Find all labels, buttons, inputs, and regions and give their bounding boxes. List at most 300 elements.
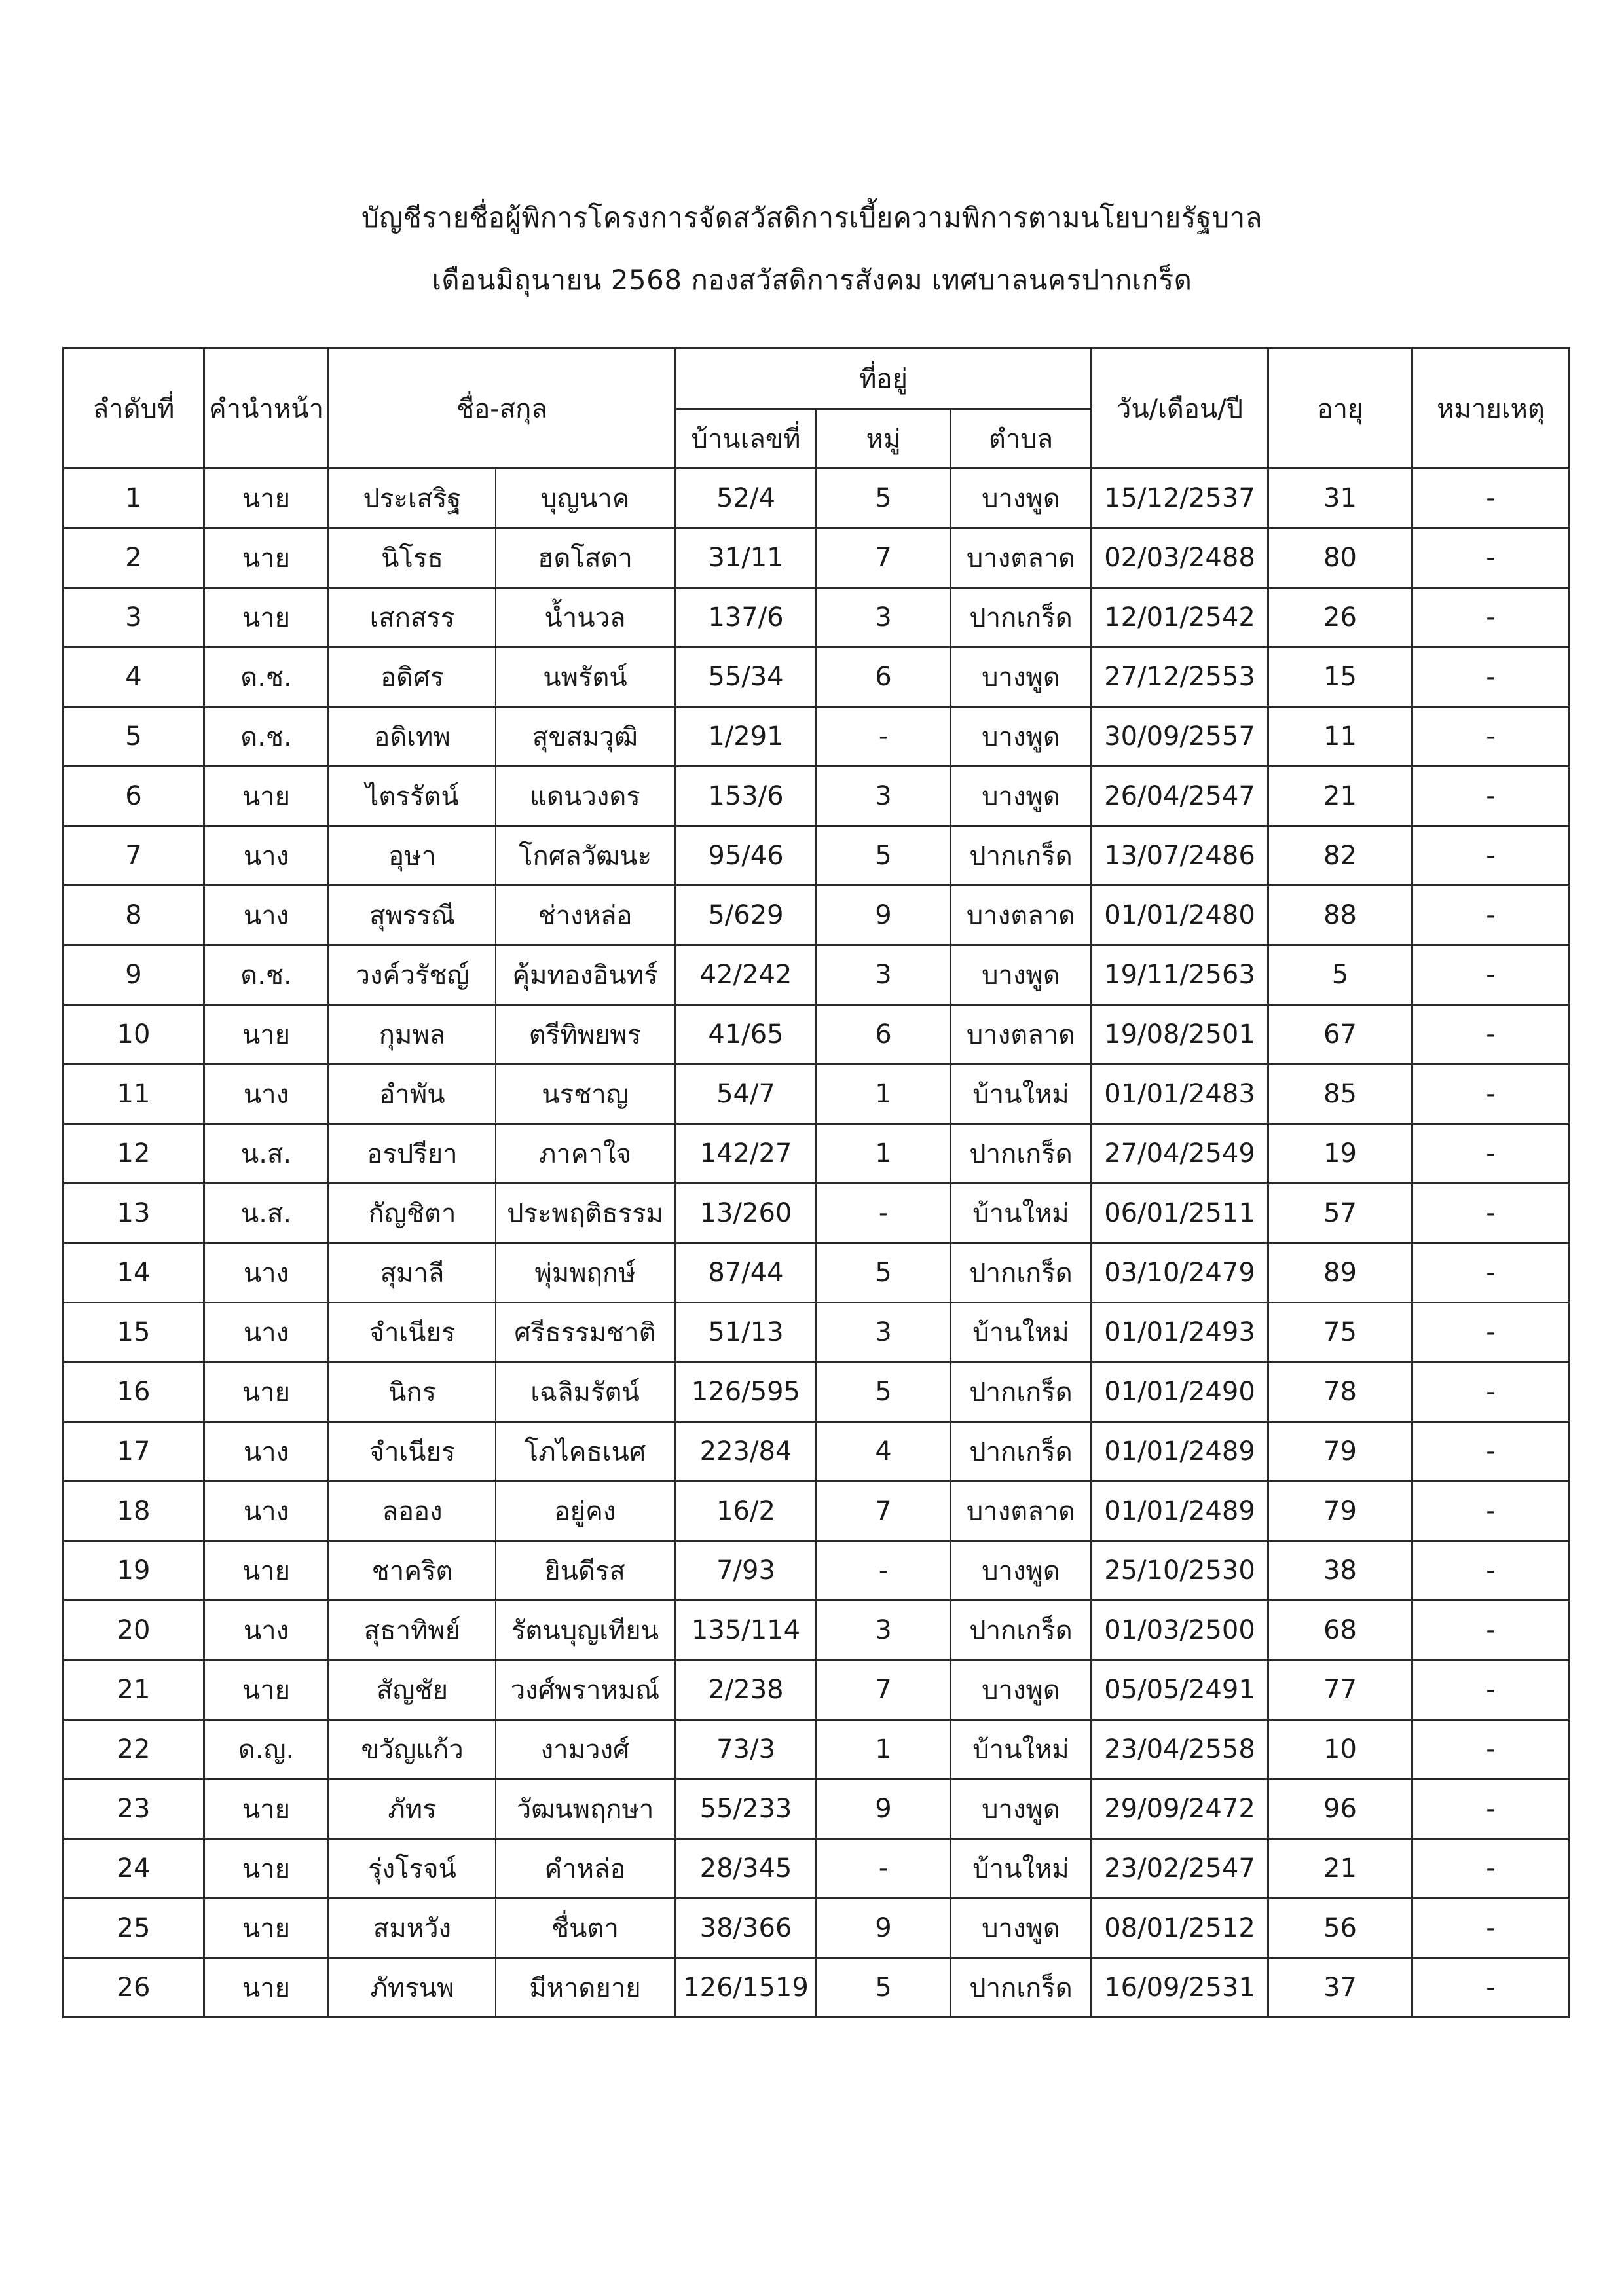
table-row (64, 1243, 1570, 1303)
table-row (64, 1303, 1570, 1362)
cell-house-no: 41/65 (676, 1005, 817, 1065)
cell-last-name: อยู่คง (496, 1482, 676, 1541)
cell-age: 68 (1268, 1601, 1412, 1660)
cell-dob: 16/09/2531 (1092, 1958, 1268, 2018)
cell-remark: - (1412, 1720, 1570, 1779)
cell-first-name: ภัทรนพ (329, 1958, 496, 2018)
cell-prefix: ด.ช. (204, 647, 329, 707)
cell-last-name: ศรีธรรมชาติ (496, 1303, 676, 1362)
cell-no: 15 (64, 1303, 204, 1362)
cell-moo: 1 (817, 1720, 951, 1779)
cell-age: 31 (1268, 469, 1412, 528)
cell-no: 2 (64, 528, 204, 588)
cell-remark: - (1412, 1601, 1570, 1660)
cell-dob: 27/04/2549 (1092, 1124, 1268, 1184)
cell-last-name: มีหาดยาย (496, 1958, 676, 2018)
cell-tambon: บางพูด (951, 707, 1092, 767)
table-row (64, 1005, 1570, 1065)
cell-tambon: บ้านใหม่ (951, 1303, 1092, 1362)
cell-remark: - (1412, 1303, 1570, 1362)
cell-house-no: 87/44 (676, 1243, 817, 1303)
cell-first-name: ขวัญแก้ว (329, 1720, 496, 1779)
cell-prefix: นาย (204, 1899, 329, 1958)
cell-moo: 4 (817, 1422, 951, 1482)
cell-first-name: อำพัน (329, 1065, 496, 1124)
cell-first-name: จำเนียร (329, 1422, 496, 1482)
cell-age: 82 (1268, 826, 1412, 886)
cell-first-name: นิโรธ (329, 528, 496, 588)
cell-remark: - (1412, 647, 1570, 707)
cell-moo: 6 (817, 1005, 951, 1065)
cell-house-no: 142/27 (676, 1124, 817, 1184)
cell-age: 5 (1268, 945, 1412, 1005)
header-dob: วัน/เดือน/ปี (1092, 348, 1268, 469)
table-row (64, 1601, 1570, 1660)
cell-moo: 7 (817, 528, 951, 588)
cell-remark: - (1412, 588, 1570, 647)
cell-remark: - (1412, 1839, 1570, 1899)
cell-age: 89 (1268, 1243, 1412, 1303)
cell-tambon: ปากเกร็ด (951, 1243, 1092, 1303)
cell-house-no: 16/2 (676, 1482, 817, 1541)
cell-moo: 7 (817, 1660, 951, 1720)
table-row (64, 826, 1570, 886)
cell-remark: - (1412, 826, 1570, 886)
table-row (64, 1422, 1570, 1482)
cell-moo: - (817, 1541, 951, 1601)
cell-last-name: โกศลวัฒนะ (496, 826, 676, 886)
cell-tambon: บางตลาด (951, 1482, 1092, 1541)
cell-moo: - (817, 1839, 951, 1899)
cell-remark: - (1412, 767, 1570, 826)
cell-age: 11 (1268, 707, 1412, 767)
header-moo: หมู่ (817, 409, 951, 469)
cell-moo: - (817, 707, 951, 767)
cell-remark: - (1412, 1124, 1570, 1184)
cell-remark: - (1412, 528, 1570, 588)
cell-tambon: ปากเกร็ด (951, 1958, 1092, 2018)
cell-dob: 01/01/2493 (1092, 1303, 1268, 1362)
cell-house-no: 223/84 (676, 1422, 817, 1482)
cell-moo: 1 (817, 1124, 951, 1184)
cell-prefix: นาย (204, 469, 329, 528)
cell-age: 19 (1268, 1124, 1412, 1184)
cell-remark: - (1412, 1899, 1570, 1958)
cell-prefix: นาง (204, 1422, 329, 1482)
cell-age: 78 (1268, 1362, 1412, 1422)
cell-no: 8 (64, 886, 204, 945)
cell-age: 85 (1268, 1065, 1412, 1124)
table-row (64, 1779, 1570, 1839)
cell-first-name: อดิเทพ (329, 707, 496, 767)
cell-dob: 27/12/2553 (1092, 647, 1268, 707)
cell-house-no: 38/366 (676, 1899, 817, 1958)
cell-dob: 26/04/2547 (1092, 767, 1268, 826)
document-subtitle: เดือนมิถุนายน 2568 กองสวัสดิการสังคม เทศบาลนครปากเกร็ด (432, 264, 1192, 296)
cell-house-no: 31/11 (676, 528, 817, 588)
cell-last-name: นรชาญ (496, 1065, 676, 1124)
cell-prefix: นาย (204, 1541, 329, 1601)
cell-house-no: 2/238 (676, 1660, 817, 1720)
cell-no: 20 (64, 1601, 204, 1660)
header-house-no: บ้านเลขที่ (676, 409, 817, 469)
cell-no: 22 (64, 1720, 204, 1779)
cell-tambon: บางตลาด (951, 886, 1092, 945)
table-row (64, 1362, 1570, 1422)
cell-first-name: เสกสรร (329, 588, 496, 647)
header-prefix: คำนำหน้า (204, 348, 329, 469)
cell-first-name: อรปรียา (329, 1124, 496, 1184)
cell-prefix: ด.ช. (204, 945, 329, 1005)
cell-last-name: คำหล่อ (496, 1839, 676, 1899)
cell-moo: 3 (817, 588, 951, 647)
cell-tambon: บ้านใหม่ (951, 1720, 1092, 1779)
table-row (64, 886, 1570, 945)
cell-no: 12 (64, 1124, 204, 1184)
cell-remark: - (1412, 707, 1570, 767)
cell-last-name: น้ำนวล (496, 588, 676, 647)
cell-first-name: นิกร (329, 1362, 496, 1422)
cell-tambon: บางตลาด (951, 1005, 1092, 1065)
cell-moo: 5 (817, 1362, 951, 1422)
table-row (64, 588, 1570, 647)
cell-prefix: นาย (204, 1958, 329, 2018)
cell-no: 5 (64, 707, 204, 767)
cell-remark: - (1412, 1541, 1570, 1601)
cell-last-name: ยินดีรส (496, 1541, 676, 1601)
cell-prefix: นาง (204, 886, 329, 945)
cell-last-name: พุ่มพฤกษ์ (496, 1243, 676, 1303)
cell-prefix: นาย (204, 528, 329, 588)
table-row (64, 1958, 1570, 2018)
cell-first-name: ประเสริฐ (329, 469, 496, 528)
cell-moo: 5 (817, 469, 951, 528)
cell-last-name: นพรัตน์ (496, 647, 676, 707)
cell-remark: - (1412, 1958, 1570, 2018)
cell-dob: 19/11/2563 (1092, 945, 1268, 1005)
cell-no: 6 (64, 767, 204, 826)
cell-moo: 6 (817, 647, 951, 707)
cell-first-name: กุมพล (329, 1005, 496, 1065)
cell-last-name: เฉลิมรัตน์ (496, 1362, 676, 1422)
cell-no: 11 (64, 1065, 204, 1124)
cell-last-name: แดนวงดร (496, 767, 676, 826)
cell-no: 16 (64, 1362, 204, 1422)
cell-first-name: สุพรรณี (329, 886, 496, 945)
cell-age: 79 (1268, 1482, 1412, 1541)
cell-first-name: วงค์วรัชญ์ (329, 945, 496, 1005)
cell-house-no: 55/233 (676, 1779, 817, 1839)
cell-house-no: 135/114 (676, 1601, 817, 1660)
cell-moo: 5 (817, 1243, 951, 1303)
cell-first-name: ลออง (329, 1482, 496, 1541)
cell-age: 56 (1268, 1899, 1412, 1958)
cell-moo: - (817, 1184, 951, 1243)
cell-age: 67 (1268, 1005, 1412, 1065)
cell-prefix: นาย (204, 588, 329, 647)
table-row (64, 945, 1570, 1005)
header-name: ชื่อ-สกุล (329, 348, 676, 469)
cell-first-name: สุมาลี (329, 1243, 496, 1303)
header-remark: หมายเหตุ (1412, 348, 1570, 469)
cell-house-no: 126/1519 (676, 1958, 817, 2018)
cell-last-name: ประพฤติธรรม (496, 1184, 676, 1243)
cell-remark: - (1412, 1482, 1570, 1541)
cell-last-name: สุขสมวุฒิ (496, 707, 676, 767)
cell-prefix: นาง (204, 1243, 329, 1303)
cell-tambon: บางพูด (951, 945, 1092, 1005)
cell-moo: 9 (817, 1899, 951, 1958)
cell-remark: - (1412, 1660, 1570, 1720)
cell-first-name: อุษา (329, 826, 496, 886)
cell-moo: 5 (817, 1958, 951, 2018)
cell-prefix: น.ส. (204, 1184, 329, 1243)
cell-no: 7 (64, 826, 204, 886)
cell-tambon: ปากเกร็ด (951, 1601, 1092, 1660)
cell-age: 77 (1268, 1660, 1412, 1720)
cell-moo: 3 (817, 767, 951, 826)
cell-tambon: บางพูด (951, 469, 1092, 528)
cell-dob: 25/10/2530 (1092, 1541, 1268, 1601)
cell-prefix: นาง (204, 826, 329, 886)
cell-house-no: 55/34 (676, 647, 817, 707)
cell-house-no: 42/242 (676, 945, 817, 1005)
cell-remark: - (1412, 1065, 1570, 1124)
table-row (64, 1482, 1570, 1541)
cell-tambon: ปากเกร็ด (951, 1124, 1092, 1184)
cell-no: 1 (64, 469, 204, 528)
table-row (64, 1720, 1570, 1779)
cell-no: 13 (64, 1184, 204, 1243)
cell-dob: 23/04/2558 (1092, 1720, 1268, 1779)
cell-prefix: นาง (204, 1303, 329, 1362)
cell-remark: - (1412, 1005, 1570, 1065)
cell-prefix: นาย (204, 1660, 329, 1720)
cell-prefix: นาย (204, 1839, 329, 1899)
cell-tambon: ปากเกร็ด (951, 588, 1092, 647)
cell-no: 18 (64, 1482, 204, 1541)
cell-house-no: 1/291 (676, 707, 817, 767)
cell-dob: 02/03/2488 (1092, 528, 1268, 588)
cell-prefix: นาง (204, 1065, 329, 1124)
cell-dob: 01/01/2490 (1092, 1362, 1268, 1422)
cell-age: 88 (1268, 886, 1412, 945)
cell-first-name: จำเนียร (329, 1303, 496, 1362)
cell-age: 80 (1268, 528, 1412, 588)
table-row (64, 1899, 1570, 1958)
table-row (64, 1839, 1570, 1899)
cell-dob: 01/03/2500 (1092, 1601, 1268, 1660)
cell-prefix: ด.ช. (204, 707, 329, 767)
cell-dob: 23/02/2547 (1092, 1839, 1268, 1899)
cell-remark: - (1412, 886, 1570, 945)
cell-tambon: ปากเกร็ด (951, 1362, 1092, 1422)
cell-no: 26 (64, 1958, 204, 2018)
cell-age: 79 (1268, 1422, 1412, 1482)
cell-tambon: บ้านใหม่ (951, 1839, 1092, 1899)
cell-prefix: นาย (204, 1362, 329, 1422)
cell-moo: 9 (817, 886, 951, 945)
cell-no: 21 (64, 1660, 204, 1720)
cell-tambon: บางพูด (951, 1541, 1092, 1601)
cell-no: 14 (64, 1243, 204, 1303)
cell-dob: 01/01/2480 (1092, 886, 1268, 945)
cell-dob: 01/01/2483 (1092, 1065, 1268, 1124)
cell-house-no: 28/345 (676, 1839, 817, 1899)
cell-last-name: บุญนาค (496, 469, 676, 528)
cell-prefix: นาง (204, 1482, 329, 1541)
table-row (64, 469, 1570, 528)
cell-age: 10 (1268, 1720, 1412, 1779)
cell-prefix: นาง (204, 1601, 329, 1660)
cell-house-no: 54/7 (676, 1065, 817, 1124)
cell-last-name: ช่างหล่อ (496, 886, 676, 945)
cell-tambon: บางพูด (951, 1899, 1092, 1958)
cell-moo: 3 (817, 1303, 951, 1362)
cell-house-no: 126/595 (676, 1362, 817, 1422)
cell-remark: - (1412, 1184, 1570, 1243)
cell-house-no: 153/6 (676, 767, 817, 826)
cell-age: 26 (1268, 588, 1412, 647)
cell-tambon: บางพูด (951, 767, 1092, 826)
table-row (64, 1184, 1570, 1243)
cell-tambon: บางพูด (951, 1779, 1092, 1839)
cell-age: 21 (1268, 1839, 1412, 1899)
cell-dob: 29/09/2472 (1092, 1779, 1268, 1839)
cell-tambon: บางตลาด (951, 528, 1092, 588)
cell-last-name: ชื่นตา (496, 1899, 676, 1958)
cell-house-no: 51/13 (676, 1303, 817, 1362)
header-no: ลำดับที่ (64, 348, 204, 469)
cell-prefix: น.ส. (204, 1124, 329, 1184)
cell-last-name: คุ้มทองอินทร์ (496, 945, 676, 1005)
cell-last-name: รัตนบุญเทียน (496, 1601, 676, 1660)
cell-house-no: 95/46 (676, 826, 817, 886)
cell-prefix: นาย (204, 767, 329, 826)
cell-dob: 15/12/2537 (1092, 469, 1268, 528)
cell-dob: 08/01/2512 (1092, 1899, 1268, 1958)
cell-age: 96 (1268, 1779, 1412, 1839)
cell-dob: 01/01/2489 (1092, 1482, 1268, 1541)
cell-house-no: 73/3 (676, 1720, 817, 1779)
cell-house-no: 7/93 (676, 1541, 817, 1601)
cell-dob: 03/10/2479 (1092, 1243, 1268, 1303)
cell-remark: - (1412, 469, 1570, 528)
cell-dob: 01/01/2489 (1092, 1422, 1268, 1482)
header-age: อายุ (1268, 348, 1412, 469)
cell-age: 57 (1268, 1184, 1412, 1243)
cell-house-no: 52/4 (676, 469, 817, 528)
cell-dob: 30/09/2557 (1092, 707, 1268, 767)
cell-dob: 12/01/2542 (1092, 588, 1268, 647)
cell-no: 25 (64, 1899, 204, 1958)
cell-remark: - (1412, 1362, 1570, 1422)
table-row (64, 1660, 1570, 1720)
table-row (64, 1124, 1570, 1184)
cell-remark: - (1412, 1243, 1570, 1303)
cell-first-name: กัญชิตา (329, 1184, 496, 1243)
table-row (64, 1065, 1570, 1124)
table-row (64, 528, 1570, 588)
cell-no: 17 (64, 1422, 204, 1482)
cell-dob: 05/05/2491 (1092, 1660, 1268, 1720)
cell-tambon: บ้านใหม่ (951, 1184, 1092, 1243)
cell-first-name: อดิศร (329, 647, 496, 707)
cell-house-no: 13/260 (676, 1184, 817, 1243)
table-row (64, 647, 1570, 707)
cell-moo: 7 (817, 1482, 951, 1541)
cell-tambon: ปากเกร็ด (951, 826, 1092, 886)
cell-no: 4 (64, 647, 204, 707)
cell-last-name: ภาคาใจ (496, 1124, 676, 1184)
cell-first-name: รุ่งโรจน์ (329, 1839, 496, 1899)
cell-no: 23 (64, 1779, 204, 1839)
cell-dob: 19/08/2501 (1092, 1005, 1268, 1065)
cell-no: 24 (64, 1839, 204, 1899)
table-row (64, 1541, 1570, 1601)
cell-tambon: บ้านใหม่ (951, 1065, 1092, 1124)
cell-last-name: งามวงศ์ (496, 1720, 676, 1779)
cell-age: 21 (1268, 767, 1412, 826)
table-body (64, 469, 1570, 2018)
cell-age: 37 (1268, 1958, 1412, 2018)
cell-tambon: ปากเกร็ด (951, 1422, 1092, 1482)
cell-first-name: ชาคริต (329, 1541, 496, 1601)
cell-first-name: สมหวัง (329, 1899, 496, 1958)
cell-moo: 9 (817, 1779, 951, 1839)
cell-age: 75 (1268, 1303, 1412, 1362)
cell-last-name: ตรีทิพยพร (496, 1005, 676, 1065)
cell-no: 9 (64, 945, 204, 1005)
cell-prefix: นาย (204, 1779, 329, 1839)
cell-no: 19 (64, 1541, 204, 1601)
cell-remark: - (1412, 945, 1570, 1005)
table-row (64, 707, 1570, 767)
cell-no: 3 (64, 588, 204, 647)
cell-dob: 06/01/2511 (1092, 1184, 1268, 1243)
cell-first-name: ไตรรัตน์ (329, 767, 496, 826)
cell-remark: - (1412, 1779, 1570, 1839)
cell-last-name: ฮดโสดา (496, 528, 676, 588)
cell-house-no: 137/6 (676, 588, 817, 647)
cell-first-name: สุธาทิพย์ (329, 1601, 496, 1660)
cell-age: 15 (1268, 647, 1412, 707)
cell-last-name: วงศ์พราหมณ์ (496, 1660, 676, 1720)
cell-moo: 3 (817, 945, 951, 1005)
cell-moo: 3 (817, 1601, 951, 1660)
cell-first-name: สัญชัย (329, 1660, 496, 1720)
cell-prefix: ด.ญ. (204, 1720, 329, 1779)
cell-tambon: บางพูด (951, 1660, 1092, 1720)
cell-age: 38 (1268, 1541, 1412, 1601)
document-title: บัญชีรายชื่อผู้พิการโครงการจัดสวัสดิการเบี้ยความพิการตามนโยบายรัฐบาล (361, 202, 1263, 234)
cell-prefix: นาย (204, 1005, 329, 1065)
header-tambon: ตำบล (951, 409, 1092, 469)
cell-last-name: วัฒนพฤกษา (496, 1779, 676, 1839)
cell-dob: 13/07/2486 (1092, 826, 1268, 886)
cell-house-no: 5/629 (676, 886, 817, 945)
cell-no: 10 (64, 1005, 204, 1065)
header-address: ที่อยู่ (676, 348, 1092, 409)
cell-first-name: ภัทร (329, 1779, 496, 1839)
cell-moo: 1 (817, 1065, 951, 1124)
table-row (64, 767, 1570, 826)
beneficiary-table (62, 347, 1570, 2018)
cell-remark: - (1412, 1422, 1570, 1482)
cell-last-name: โภไคธเนศ (496, 1422, 676, 1482)
cell-moo: 5 (817, 826, 951, 886)
cell-tambon: บางพูด (951, 647, 1092, 707)
